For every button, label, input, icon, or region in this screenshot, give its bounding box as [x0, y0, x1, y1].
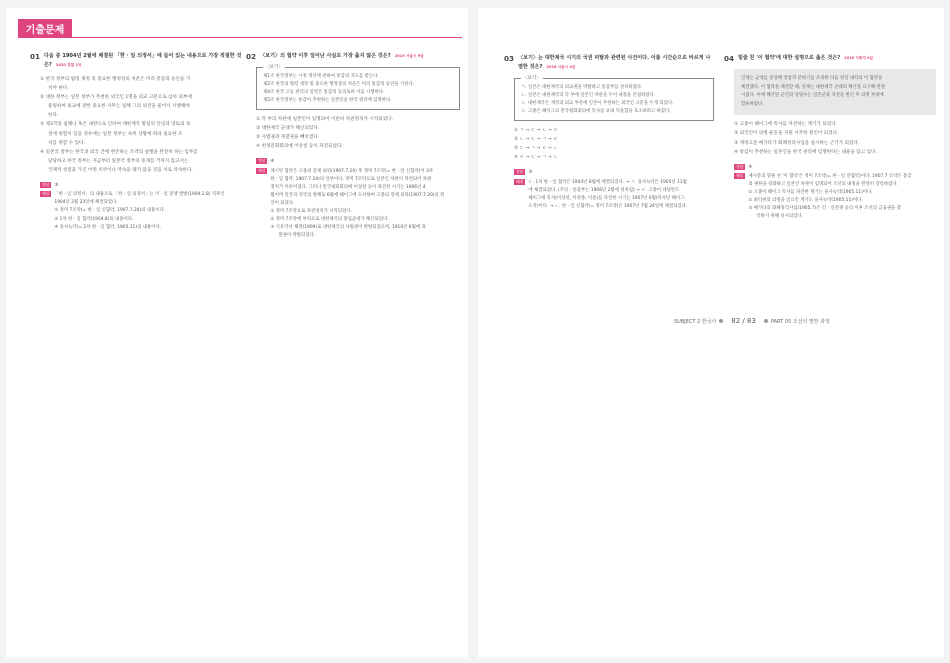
explanation-line: ② 1차 한 · 일 협약(1904.8)의 내용이다.: [54, 216, 134, 222]
option-line: ④ 일본국 정부는 한국과 외국 간에 현존하는 조약의 실행을 완전히 하는 임무를: [40, 149, 198, 155]
explanation-badge: 해설: [736, 172, 744, 178]
option-line: ② 외국인이 의병 운동을 지원 시작한 원인이 되었다.: [734, 131, 839, 137]
explanation-line: ③ 메가타의 화폐정리사업(1905.7)은 러 · 일전쟁 승리 이후 조선의 금융권을 장: [748, 206, 901, 212]
question-3: [504, 54, 714, 211]
reference-box: [514, 78, 714, 121]
explanation-line: 제시문의 밑줄 친 '이 협약'은 정미 7조약(= 한 · 일 신협약)이다. 1907.7 조약은 통감: [748, 173, 912, 179]
explanation-badge: 해설: [516, 178, 524, 184]
question-source: 2016 지방직 9급: [844, 56, 874, 60]
explanation-line: ④ 을사늑약(= 2차 한 · 일 협약, 1905.11)의 내용이다.: [54, 224, 162, 230]
option-line: ① 각 부의 차관에 일본인이 임명되어 이른바 차관정치가 시작되었다.: [256, 117, 394, 122]
answer: [734, 164, 936, 172]
explanation-line: 찰권이 박탈되었다.: [278, 233, 316, 239]
question-2: [246, 52, 460, 240]
passage-line: 체결했다. 이 협약을 체결할 때, 일제는 대한제국 군대의 해산을 요구해 관철: [741, 84, 885, 90]
options: [734, 120, 936, 156]
question-number: 02: [246, 52, 257, 61]
option-line: ③ 재정고문 메가타가 화폐정리사업을 실시하는 근거가 되었다.: [734, 140, 860, 146]
option-line: ② 대한제국 군대가 해산되었다.: [256, 126, 320, 132]
box-line: 제2조 한국의 법령 제정 및 중요한 행정상의 처분은 미리 통감의 승인을 거친다.: [263, 82, 415, 87]
option-line: ③ 제3국의 침해나 혹은 내란으로 인하여 대한제국 황실의 안녕과 영토의 보: [40, 122, 191, 128]
explanation-line: 한 · 일 협약, 1907.7.24)의 일부이다. 정미 7조약으로 일본인 차관이 파견되어 차관: [270, 176, 432, 182]
box-line: 제4조 한국 고등 관리의 임면은 통감의 동의로써 이를 시행한다.: [263, 90, 385, 95]
explanation-line: ② 최익현의 의병을 일으킨 계기도 을사늑약(1905.11)이다.: [748, 198, 863, 204]
passage-line: 시켰다. 이에 해산된 군인의 상당수는 일본군과 격전을 벌인 후 의병 부대에: [741, 93, 884, 99]
box-title: 〈보기〉: [265, 65, 283, 70]
reference-box: [256, 67, 460, 110]
answer-value: ③: [54, 183, 59, 189]
box-line: 제1조 한국정부는 시정 개선에 관하여 통감의 지도를 받는다.: [263, 74, 379, 79]
explanation-line: 악하기 위해 실시되었다.: [756, 214, 803, 220]
answer-badge: 정답: [736, 163, 744, 169]
page-footer: [674, 317, 830, 325]
passage-box: [734, 69, 936, 115]
option-line: ① 고종이 헤이그에 특사를 파견하는 계기가 되었다.: [734, 122, 838, 128]
explanation-badge: 해설: [258, 167, 266, 173]
question-title: 〈보기〉의 협약 이후 일어난 사실로 가장 옳지 않은 것은? 2019 서울시 9급: [260, 53, 424, 59]
option-line: ④ 통감이 추천하는 일본인을 한국 관리에 임명한다는 내용을 담고 있다.: [734, 149, 877, 155]
bullet-icon: [764, 319, 768, 323]
question-number: 01: [30, 52, 41, 61]
answer: [514, 169, 714, 177]
explanation-line: 의 권한을 강화하고 일본인 차관이 임명되어 조선의 내정을 완전히 장악하였다.: [748, 182, 899, 188]
option-line: ② ㄴ → ㄷ → ㄱ → ㄹ: [514, 137, 558, 143]
option-line: ③ 사법권과 경찰권을 빼앗겼다.: [256, 135, 320, 141]
option-line: ① ㄱ → ㄷ → ㄴ → ㄹ: [514, 128, 558, 133]
option-line: 국제적 성질을 가진 어떤 조약이나 약속을 맺지 않을 것을 서로 약속한다.: [48, 167, 193, 173]
option-line: 치야 한다.: [48, 86, 69, 92]
explanation-badge: 해설: [42, 191, 50, 197]
option-line: ② 대한 정부는 일본 정부가 추천한 외국인 1명을 외교 고문으로 삼아 외부에: [40, 95, 192, 101]
explanation-line: ② 정미 7조약에 부칙으로 대한제국의 종입군대가 해산되었다.: [270, 217, 389, 223]
answer-value: ③: [528, 170, 533, 176]
explanation: [40, 191, 243, 231]
explanation-line: 제시된 협약은 고종의 강제 퇴위(1907.7.20) 후 정미 7조약(= 한 · 일 신협약)이 3차: [270, 168, 433, 174]
footer-subject: SUBJECT 2 한국사: [674, 318, 717, 325]
question-title: 다음 중 1904년 2월에 체결된 「한 · 일 의정서」에 들어 있는 내용으로 가장 적절한 것은? 2020 경찰 1차: [44, 53, 242, 68]
options: [256, 115, 460, 151]
answer-badge: 정답: [258, 158, 266, 164]
question-number: 04: [724, 54, 735, 63]
question-source: 2020 경찰 1차: [55, 63, 82, 67]
explanation-line: ① 정미 7조약(= 한 · 일 신협약, 1907.7.24)의 내용이다.: [54, 208, 166, 214]
section-tag: 기출문제: [18, 19, 72, 38]
option-line: 한다.: [48, 113, 59, 119]
explanation-line: 도착)이다. → ㄴ. 한 · 일 신협약(= 정미 7조약)은 1907년 7월 24일에 체결되었다.: [528, 203, 688, 209]
box-line: ㄹ. 고종은 헤이그의 만국평화회의에 특사를 보내 억울함을 호소하려고 하였다.: [521, 109, 671, 114]
question-1: [30, 52, 243, 232]
passage-line: 합류하였다.: [741, 101, 764, 107]
box-line: 제5조 한국정부는 통감이 추천하는 일본인을 한국 관리에 임명한다.: [263, 98, 392, 103]
question-title: 〈보기〉는 대한제국 시기의 국권 피탈과 관련된 사건이다. 이를 시간순으로 바르게 나열한 것은? 2018 서울시 9급: [518, 55, 711, 70]
option-line: ④ ㄹ → ㄷ → ㄱ → ㄴ: [514, 155, 558, 161]
explanation-line: 정치가 이루어졌다. 그러나 만국평화회의에 이상설 등이 파견된 시기는 1906년 4: [270, 184, 426, 190]
explanation-line: 「한 · 일 의정서」의 내용으로 「한 · 일 의정서」는 러 · 일 전쟁 발발(1904.2.8) 직후인: [54, 192, 225, 198]
option-line: 전에 위험이 있을 경우에는 일본 정부는 속히 상황에 따라 필요한 조: [48, 131, 183, 137]
explanation-line: ① 고종이 헤이그 특사를 파견한 계기는 을사늑약(1905.11)이다.: [748, 190, 873, 196]
explanation-line: ㄷ. 1차 한 · 일 협약은 1904년 8월에 체결되었다. → ㄱ. 을사늑약은 1905년 11월: [528, 179, 687, 185]
answer: [40, 182, 243, 190]
option-line: ③ ㄷ → ㄱ → ㄹ → ㄴ: [514, 146, 558, 152]
left-page: [6, 8, 468, 658]
option-line: ④ 헌정문화회의에 이상설 등이 파견되었다.: [256, 144, 343, 150]
question-title: 밑줄 친 '이 협약'에 대한 설명으로 옳은 것은? 2016 지방직 9급: [738, 55, 874, 61]
box-line: ㄷ. 대한제국은 재정과 외교 부문에 일본이 추천하는 외국인 고문을 두게 되었다.: [521, 101, 674, 106]
explanation: [256, 168, 460, 241]
box-line: ㄱ. 일본은 대한제국의 외교권을 박탈하고 통감부를 설치하였다.: [521, 85, 643, 90]
box-title: 〈보기〉: [523, 76, 541, 81]
answer-badge: 정답: [42, 182, 50, 188]
answer-value: ④: [748, 164, 753, 170]
explanation: [514, 179, 714, 211]
options: [40, 75, 243, 175]
option-line: 담당하고 한국 정부는 지금부터 일본국 정부의 중개를 거치지 않고서는: [48, 158, 189, 164]
option-line: 치를 취할 수 있다.: [48, 140, 85, 146]
answer-badge: 정답: [516, 169, 524, 175]
page-numbers: 82 / 83: [731, 317, 756, 325]
bullet-icon: [719, 319, 723, 323]
explanation-line: 인이 되었다.: [270, 200, 295, 206]
explanation-line: 헤이그에 특사(이상설, 이위종, 이준)를 파견한 시기는 1907년 6월(특사단 헤이그: [528, 195, 685, 201]
option-line: ① 한국 정부의 법령 제정 및 중요한 행정상의 처분은 미리 통감의 승인을 거: [40, 77, 191, 82]
option-line: 용빙하여 외교에 관한 중요한 사무는 일체 그의 의견을 물어서 시행해야: [48, 104, 190, 110]
options: [514, 126, 714, 162]
section-divider: [72, 37, 462, 38]
question-4: [724, 54, 936, 222]
explanation-line: 에 체결되었다. (주의 : 통감부는 1906년 2월에 설치됨) → ㄹ. 고종이 네덜란드: [528, 187, 680, 193]
box-line: ㄴ. 일본은 대한제국의 각 부에 일본인 차관을 두어 내정을 간섭하였다.: [521, 93, 656, 98]
explanation-line: 월이며 일본과 영국의 방해로 6월에 헤이그에 도착하여 고종의 강제 퇴위(1907.7.20)의 원: [270, 192, 445, 198]
explanation-line: ① 정미 7조약으로 차관정치가 시작되었다.: [270, 209, 352, 215]
answer: [256, 158, 460, 166]
explanation: [734, 173, 936, 222]
explanation-line: ③ 기유각서 체결(1909)로 대한제국의 사법권이 박탈되었으며, 1910년 6월에 경: [270, 225, 426, 231]
question-number: 03: [504, 54, 515, 63]
footer-part: PART 05 조선의 멸망 과정: [770, 318, 830, 325]
answer-value: ④: [270, 159, 275, 165]
passage-line: 일제는 군대를 증강해 강압적 분위기를 조성한 다음 친일 내각의 이 협약을: [741, 76, 883, 81]
question-source: 2019 서울시 9급: [394, 54, 424, 58]
explanation-line: 1904년 2월 23일에 체결되었다.: [54, 200, 118, 206]
right-page: [478, 8, 944, 658]
question-source: 2018 서울시 9급: [546, 65, 576, 69]
